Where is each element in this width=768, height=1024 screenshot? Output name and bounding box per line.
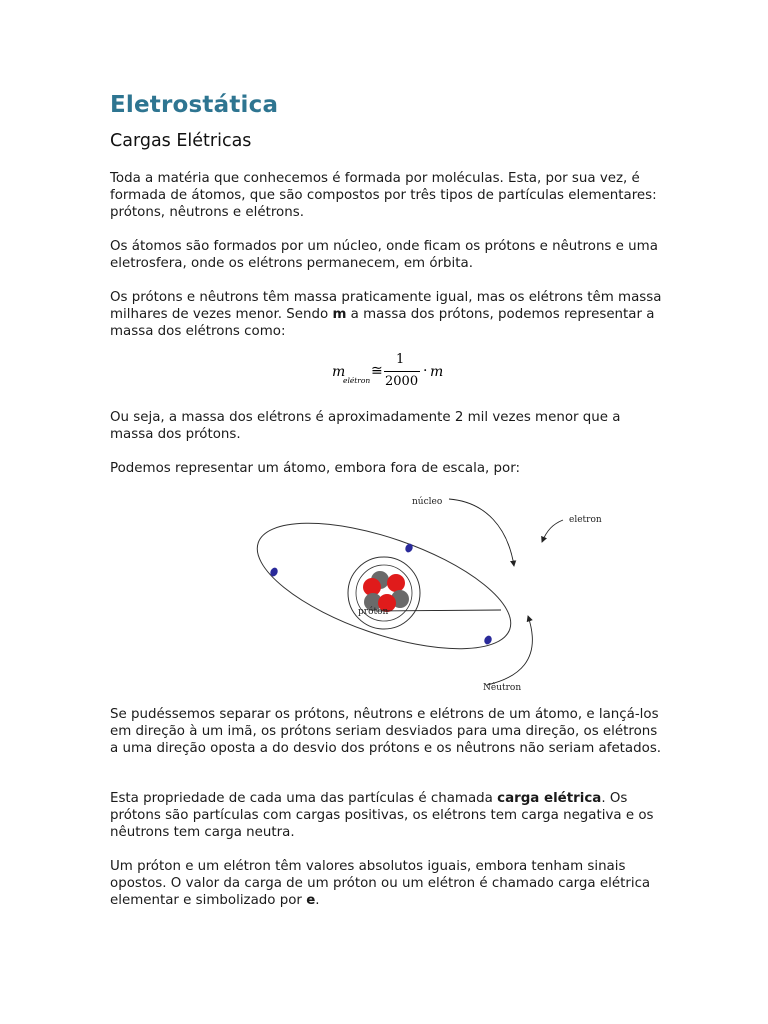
fraction-bar <box>384 371 420 372</box>
neutron-pointer <box>487 616 532 685</box>
page-title: Eletrostática <box>110 92 279 118</box>
paragraph-electric-charge <box>110 790 666 842</box>
formula-lhs: m <box>332 364 346 380</box>
electron-particle <box>404 542 414 553</box>
label-neutron: Nêutron <box>483 683 522 693</box>
paragraph-mass <box>110 289 666 341</box>
label-electron: eletron <box>569 515 602 525</box>
section-heading: Cargas Elétricas <box>110 131 252 151</box>
electron-mass-formula <box>332 352 452 396</box>
electron-pointer <box>542 520 563 542</box>
formula-lhs-subscript: elétron <box>343 376 371 385</box>
charge-text-start: Esta propriedade de cada uma das partículas é chamada <box>110 791 498 806</box>
elementary-text-start: Um próton e um elétron têm valores absolutos iguais, embora tenham sinais opostos. O valor da carga de um próton ou um elétron é chamado carga elétrica elementar e simbolizado por <box>110 859 651 909</box>
charge-text-end: . Os prótons são partículas com cargas positivas, os elétrons tem carga negativa e os nêutrons tem carga neutra. <box>110 791 654 841</box>
paragraph-atom-representation: Podemos representar um átomo, embora fora de escala, por: <box>110 461 521 476</box>
mass-text-end: a massa dos prótons, podemos representar a massa dos elétrons como: <box>110 307 655 340</box>
formula-numerator: 1 <box>396 352 405 367</box>
proton-pointer <box>376 610 501 611</box>
formula-operator: · <box>423 363 428 379</box>
nucleus-outer-ring <box>348 557 420 629</box>
formula-rhs: m <box>430 364 444 380</box>
paragraph-magnet-experiment: Se pudéssemos separar os prótons, nêutrons e elétrons de um átomo, e lançá-los em direção à um imã, os prótons seriam desviados para uma direção, os elétrons a uma direção oposta a do desvio dos prótons e os nêutrons não seriam afetados. <box>110 707 662 757</box>
nucleus-pointer <box>449 499 514 566</box>
label-nucleus: núcleo <box>412 497 443 507</box>
elementary-charge-symbol: e <box>306 893 316 909</box>
proton-particle <box>387 574 405 592</box>
electron-particle <box>269 566 279 577</box>
paragraph-mass-ratio: Ou seja, a massa dos elétrons é aproximadamente 2 mil vezes menor que a massa dos prótons. <box>110 410 621 443</box>
label-proton: próton <box>358 607 389 617</box>
mass-symbol: m <box>332 307 347 323</box>
mass-text-start: Os prótons e nêutrons têm massa praticamente igual, mas os elétrons têm massa milhares de vezes menor. Sendo <box>110 290 662 323</box>
paragraph-elementary-charge <box>110 858 666 910</box>
paragraph-matter: Toda a matéria que conhecemos é formada por moléculas. Esta, por sua vez, é formada de átomos, que são compostos por três tipos de partículas elementares: prótons, nêutrons e elétrons. <box>110 171 657 221</box>
formula-relation: ≅ <box>371 363 383 379</box>
charge-term: carga elétrica <box>497 791 602 806</box>
elementary-text-end: . <box>315 893 320 909</box>
paragraph-atom-structure: Os átomos são formados por um núcleo, onde ficam os prótons e nêutrons e uma eletrosfera, onde os elétrons permanecem, em órbita. <box>110 239 658 272</box>
atom-diagram <box>246 486 602 693</box>
formula-denominator: 2000 <box>385 374 419 389</box>
